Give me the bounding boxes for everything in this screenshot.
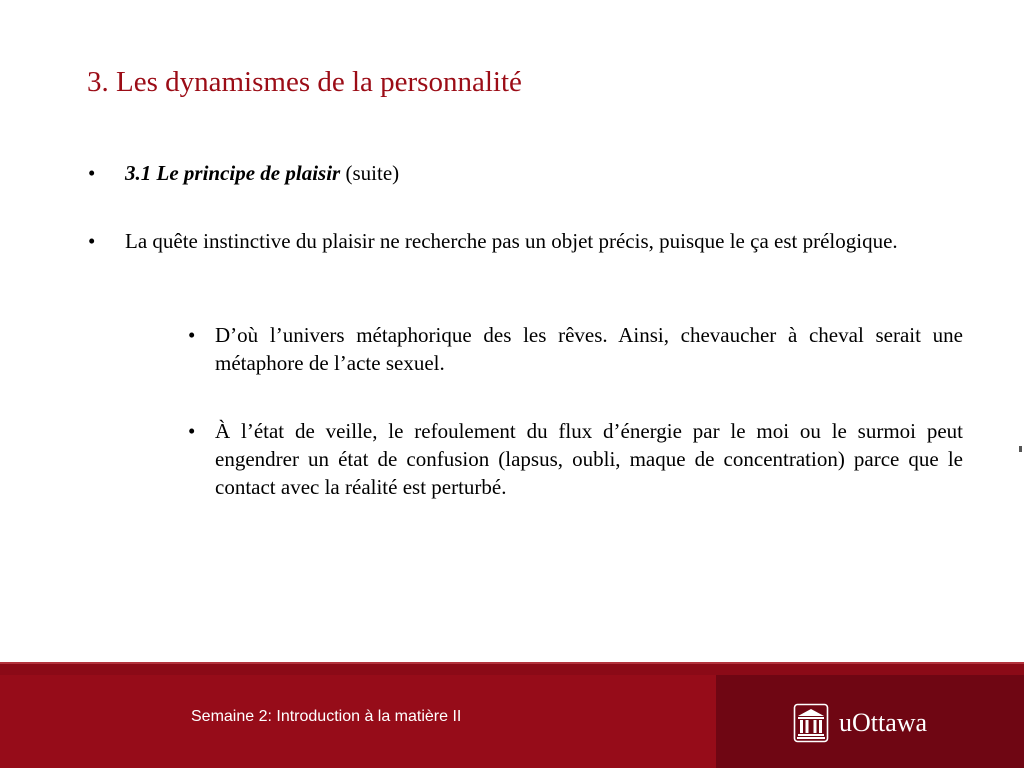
building-columns-icon (793, 703, 829, 743)
bullet-marker: • (88, 161, 96, 185)
bullet-2-text: La quête instinctive du plaisir ne recherche pas un objet précis, puisque le ça est prélogique. (125, 229, 898, 253)
bullet-1-emphasis: 3.1 Le principe de plaisir (125, 161, 341, 185)
bullet-1-text (125, 159, 399, 187)
footer-caption: Semaine 2: Introduction à la matière II (191, 708, 462, 725)
bullet-marker: • (188, 419, 196, 443)
bullet-marker: • (88, 229, 96, 253)
edge-mark (1019, 446, 1022, 452)
slide-title: 3. Les dynamismes de la personnalité (87, 66, 522, 98)
bullet-marker: • (188, 323, 196, 347)
logo-wordmark: uOttawa (839, 708, 928, 737)
bullet-1-suffix: (suite) (340, 161, 400, 185)
sub-bullet-1-text: D’où l’univers métaphorique des les rêves. Ainsi, chevaucher à cheval serait une métaphore de l’acte sexuel. (215, 323, 963, 375)
sub-bullet-2-text: À l’état de veille, le refoulement du flux d’énergie par le moi ou le surmoi peut engendrer un état de confusion (lapsus, oubli, maque de concentration) parce que le contact avec la réalité est perturbé. (215, 419, 963, 499)
sub-bullet-1 (188, 321, 968, 377)
uottawa-logo (793, 703, 927, 743)
sub-bullet-2 (188, 417, 968, 501)
bullet-2 (88, 227, 968, 255)
footer-divider (0, 662, 1024, 664)
